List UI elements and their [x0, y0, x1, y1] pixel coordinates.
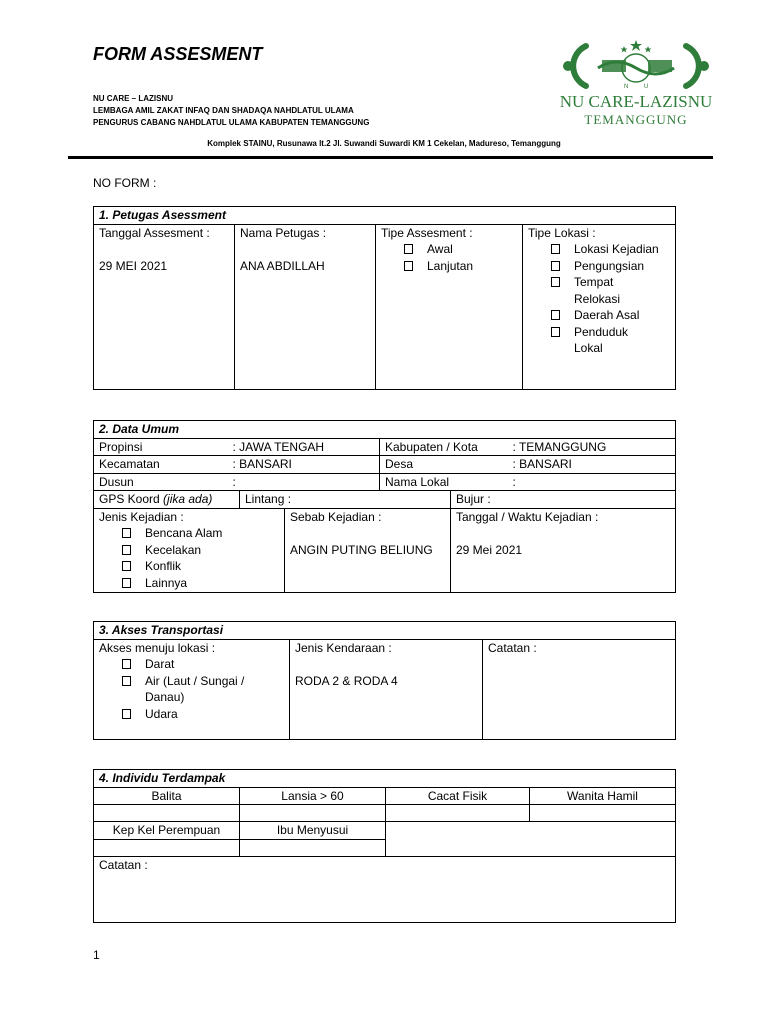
header-lansia: Lansia > 60 — [240, 787, 386, 805]
section1-title: 1. Petugas Asessment — [94, 207, 676, 225]
org-name-line2: LEMBAGA AMIL ZAKAT INFAQ DAN SHADAQA NAHDLATUL ULAMA — [93, 106, 354, 115]
section-individu-terdampak-table — [93, 769, 676, 923]
catatan-transportasi-label: Catatan : — [488, 640, 537, 655]
jenis-kendaraan-label: Jenis Kendaraan : — [295, 640, 392, 655]
no-form-label: NO FORM : — [93, 176, 157, 190]
checkbox-udara[interactable]: Udara — [99, 706, 284, 723]
catatan-transportasi-cell[interactable] — [483, 639, 676, 739]
checkbox-icon[interactable] — [551, 277, 560, 287]
sebab-kejadian-cell[interactable] — [285, 508, 451, 592]
checkbox-icon[interactable] — [551, 310, 560, 320]
checkbox-kecelakan[interactable]: Kecelakan — [99, 542, 279, 559]
page-number: 1 — [93, 948, 100, 962]
kecamatan-value[interactable]: : BANSARI — [228, 456, 380, 474]
jenis-kendaraan-value: RODA 2 & RODA 4 — [295, 674, 398, 688]
input-lansia[interactable] — [240, 805, 386, 822]
section2-title: 2. Data Umum — [94, 421, 676, 439]
tipe-assesment-cell — [376, 224, 523, 389]
tipe-assesment-label: Tipe Assesment : — [381, 225, 473, 240]
desa-value[interactable]: : BANSARI — [508, 456, 676, 474]
section-data-umum-table — [93, 420, 676, 593]
tanggal-assesment-label: Tanggal Assesment : — [99, 225, 210, 240]
jenis-kejadian-cell — [94, 508, 285, 592]
checkbox-icon[interactable] — [122, 676, 131, 686]
lintang-field[interactable]: Lintang : — [240, 491, 451, 509]
nama-petugas-value: ANA ABDILLAH — [240, 259, 325, 273]
svg-text:N: N — [624, 84, 629, 90]
checkbox-icon[interactable] — [551, 261, 560, 271]
checkbox-lanjutan[interactable]: Lanjutan — [381, 258, 517, 275]
input-wanita-hamil[interactable] — [530, 805, 676, 822]
header-divider — [68, 156, 713, 159]
waktu-kejadian-cell[interactable] — [451, 508, 676, 592]
propinsi-value[interactable]: : JAWA TENGAH — [228, 438, 380, 456]
logo-text-main: NU CARE-LAZISNU — [559, 92, 713, 111]
header-kep-kel-perempuan: Kep Kel Perempuan — [94, 822, 240, 840]
jenis-kejadian-label: Jenis Kejadian : — [99, 509, 184, 524]
akses-lokasi-cell — [94, 639, 290, 739]
nu-care-logo — [558, 38, 714, 130]
checkbox-tempat-relokasi[interactable]: Tempat — [528, 274, 670, 291]
tanggal-assesment-cell[interactable] — [94, 224, 235, 389]
checkbox-awal[interactable]: Awal — [381, 241, 517, 258]
nama-lokal-label: Nama Lokal — [380, 473, 508, 491]
gps-koord-label: GPS Koord — [99, 492, 160, 506]
dusun-label: Dusun — [94, 473, 228, 491]
checkbox-bencana-alam[interactable]: Bencana Alam — [99, 525, 279, 542]
kabupaten-value[interactable]: : TEMANGGUNG — [508, 438, 676, 456]
tanggal-assesment-value: 29 MEI 2021 — [99, 259, 168, 273]
akses-lokasi-label: Akses menuju lokasi : — [99, 640, 216, 655]
form-title: FORM ASSESMENT — [93, 44, 263, 64]
kecamatan-label: Kecamatan — [94, 456, 228, 474]
tipe-lokasi-cell — [523, 224, 676, 389]
checkbox-icon[interactable] — [404, 261, 413, 271]
checkbox-icon[interactable] — [122, 545, 131, 555]
nama-petugas-cell[interactable] — [235, 224, 376, 389]
desa-label: Desa — [380, 456, 508, 474]
jenis-kendaraan-cell[interactable] — [290, 639, 483, 739]
org-name-line3: PENGURUS CABANG NAHDLATUL ULAMA KABUPATEN TEMANGGUNG — [93, 118, 370, 127]
header-wanita-hamil: Wanita Hamil — [530, 787, 676, 805]
checkbox-icon[interactable] — [551, 327, 560, 337]
input-kep-kel-perempuan[interactable] — [94, 839, 240, 856]
checkbox-air[interactable]: Air (Laut / Sungai / — [99, 673, 284, 690]
checkbox-pengungsian[interactable]: Pengungsian — [528, 258, 670, 275]
checkbox-icon[interactable] — [122, 709, 131, 719]
kabupaten-label: Kabupaten / Kota — [380, 438, 508, 456]
checkbox-icon[interactable] — [122, 528, 131, 538]
label-danau: Danau) — [145, 690, 185, 704]
org-name-line1: NU CARE – LAZISNU — [93, 94, 174, 103]
checkbox-icon[interactable] — [122, 659, 131, 669]
bujur-field[interactable]: Bujur : — [451, 491, 676, 509]
logo-text-sub: TEMANGGUNG — [584, 112, 688, 127]
gps-koord-cell — [94, 491, 240, 509]
label-relokasi: Relokasi — [574, 291, 621, 306]
input-cacat-fisik[interactable] — [386, 805, 530, 822]
header-ibu-menyusui: Ibu Menyusui — [240, 822, 386, 840]
sebab-kejadian-label: Sebab Kejadian : — [290, 509, 382, 524]
header-cacat-fisik: Cacat Fisik — [386, 787, 530, 805]
dusun-value[interactable]: : — [228, 473, 380, 491]
checkbox-lokasi-kejadian[interactable]: Lokasi Kejadian — [528, 241, 670, 258]
checkbox-icon[interactable] — [551, 244, 560, 254]
catatan-individu-cell[interactable] — [94, 856, 676, 922]
waktu-kejadian-value: 29 Mei 2021 — [456, 543, 523, 557]
checkbox-icon[interactable] — [404, 244, 413, 254]
nama-petugas-label: Nama Petugas : — [240, 225, 327, 240]
checkbox-penduduk-lokal[interactable]: Penduduk — [528, 324, 670, 341]
catatan-individu-label: Catatan : — [99, 857, 148, 872]
sebab-kejadian-value: ANGIN PUTING BELIUNG — [290, 543, 433, 557]
checkbox-darat[interactable]: Darat — [99, 656, 284, 673]
checkbox-icon[interactable] — [122, 561, 131, 571]
section-akses-transportasi-table — [93, 621, 676, 740]
empty-cell — [386, 822, 676, 857]
checkbox-daerah-asal[interactable]: Daerah Asal — [528, 307, 670, 324]
checkbox-icon[interactable] — [122, 578, 131, 588]
section4-title: 4. Individu Terdampak — [94, 770, 676, 788]
waktu-kejadian-label: Tanggal / Waktu Kejadian : — [456, 509, 599, 524]
section-petugas-table — [93, 206, 676, 390]
header-balita: Balita — [94, 787, 240, 805]
input-ibu-menyusui[interactable] — [240, 839, 386, 856]
label-lokal: Lokal — [574, 341, 603, 355]
tipe-lokasi-label: Tipe Lokasi : — [528, 225, 596, 240]
nama-lokal-value[interactable]: : — [508, 473, 676, 491]
gps-koord-note: (jika ada) — [163, 492, 213, 506]
checkbox-lainnya[interactable]: Lainnya — [99, 575, 279, 592]
propinsi-label: Propinsi — [94, 438, 228, 456]
address: Komplek STAINU, Rusunawa lt.2 Jl. Suwandi Suwardi KM 1 Cekelan, Madureso, Temanggung — [207, 139, 561, 148]
nu-care-emblem-icon — [558, 38, 714, 94]
section3-title: 3. Akses Transportasi — [94, 622, 676, 640]
svg-text:U: U — [644, 84, 649, 90]
input-balita[interactable] — [94, 805, 240, 822]
checkbox-konflik[interactable]: Konflik — [99, 558, 279, 575]
